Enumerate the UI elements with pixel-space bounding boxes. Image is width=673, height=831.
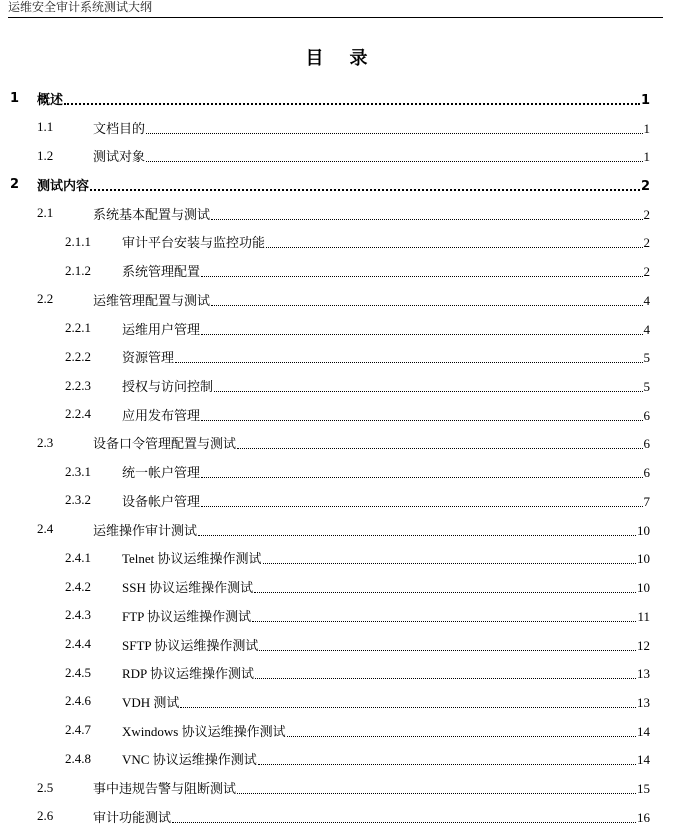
toc-entry[interactable] bbox=[0, 429, 673, 458]
toc-entry[interactable] bbox=[0, 285, 673, 314]
toc-entry-number: 2.5 bbox=[37, 779, 54, 795]
toc-entry-label[interactable]: RDP 协议运维操作测试 bbox=[122, 666, 255, 682]
dot-leader bbox=[237, 447, 642, 449]
dot-leader bbox=[263, 562, 636, 564]
dot-leader bbox=[214, 390, 642, 392]
toc-entry-label[interactable]: 测试对象 bbox=[93, 149, 146, 165]
toc-entry[interactable] bbox=[0, 773, 673, 802]
toc-entry[interactable] bbox=[0, 371, 673, 400]
toc-entry-label[interactable]: 设备帐户管理 bbox=[122, 493, 201, 509]
toc-entry[interactable] bbox=[0, 113, 673, 142]
toc-entry-page: 5 bbox=[643, 350, 650, 366]
toc-entry-page: 13 bbox=[637, 694, 650, 710]
dot-leader bbox=[211, 218, 642, 220]
toc-entry-page: 4 bbox=[643, 321, 650, 337]
toc-entry-number: 2.2.3 bbox=[65, 377, 91, 393]
toc-entry[interactable] bbox=[0, 170, 673, 199]
toc-entry-number: 2.4.8 bbox=[65, 750, 91, 766]
toc-entry-page: 11 bbox=[637, 608, 650, 624]
toc-entry-number: 2.3.1 bbox=[65, 463, 91, 479]
toc-entry-number: 2.2.2 bbox=[65, 348, 91, 364]
dot-leader bbox=[64, 102, 640, 105]
toc-entry-page: 15 bbox=[637, 781, 650, 797]
toc-entry-label[interactable]: 测试内容 bbox=[37, 179, 90, 195]
toc-entry-number: 2.4.7 bbox=[65, 722, 91, 738]
toc-entry-number: 2.2.4 bbox=[65, 406, 91, 422]
toc-entry-page: 1 bbox=[643, 149, 650, 165]
toc-entry[interactable] bbox=[0, 400, 673, 429]
dot-leader bbox=[90, 188, 640, 191]
toc-entry-page: 2 bbox=[643, 206, 650, 222]
toc-entry-label[interactable]: 授权与访问控制 bbox=[122, 379, 214, 395]
dot-leader bbox=[146, 132, 642, 134]
dot-leader bbox=[255, 677, 636, 679]
toc-entry-number: 2.3 bbox=[37, 434, 54, 450]
toc-entry-number: 2.4.4 bbox=[65, 636, 91, 652]
dot-leader bbox=[175, 361, 642, 363]
toc-entry-page: 2 bbox=[643, 235, 650, 251]
toc-entry-page: 1 bbox=[640, 92, 650, 108]
toc-entry-page: 14 bbox=[637, 723, 650, 739]
dot-leader bbox=[259, 649, 636, 651]
toc-entry-number: 2.1.2 bbox=[65, 262, 91, 278]
dot-leader bbox=[252, 620, 636, 622]
toc-entry-page: 10 bbox=[637, 522, 650, 538]
toc-entry-label[interactable]: Xwindows 协议运维操作测试 bbox=[122, 723, 286, 739]
toc-entry-label[interactable]: FTP 协议运维操作测试 bbox=[122, 608, 252, 624]
toc-entry-label[interactable]: 审计平台安装与监控功能 bbox=[122, 235, 266, 251]
toc-entry-label[interactable]: 审计功能测试 bbox=[93, 809, 172, 825]
toc-entry[interactable] bbox=[0, 572, 673, 601]
table-of-contents bbox=[0, 84, 673, 831]
toc-entry[interactable] bbox=[0, 515, 673, 544]
toc-entry[interactable] bbox=[0, 658, 673, 687]
toc-entry-page: 7 bbox=[643, 493, 650, 509]
toc-entry-page: 2 bbox=[640, 179, 650, 195]
dot-leader bbox=[201, 419, 642, 421]
toc-entry-label[interactable]: 文档目的 bbox=[93, 120, 146, 136]
running-header: 运维安全审计系统测试大纲 bbox=[8, 0, 153, 14]
toc-entry-page: 6 bbox=[643, 407, 650, 423]
toc-entry-page: 12 bbox=[637, 637, 650, 653]
dot-leader bbox=[211, 304, 642, 306]
toc-entry[interactable] bbox=[0, 716, 673, 745]
toc-entry[interactable] bbox=[0, 457, 673, 486]
toc-entry-number: 2.4.2 bbox=[65, 578, 91, 594]
toc-entry-number: 2.4.1 bbox=[65, 549, 91, 565]
toc-entry-number: 2.1.1 bbox=[65, 233, 91, 249]
toc-entry[interactable] bbox=[0, 199, 673, 228]
toc-entry-label[interactable]: 应用发布管理 bbox=[122, 407, 201, 423]
toc-entry-label[interactable]: VNC 协议运维操作测试 bbox=[122, 752, 257, 768]
dot-leader bbox=[180, 706, 636, 708]
toc-entry-number: 2 bbox=[10, 177, 20, 193]
toc-entry-page: 16 bbox=[637, 809, 650, 825]
toc-entry-label[interactable]: 运维管理配置与测试 bbox=[93, 292, 211, 308]
toc-entry-label[interactable]: SFTP 协议运维操作测试 bbox=[122, 637, 259, 653]
dot-leader bbox=[201, 476, 642, 478]
toc-entry-number: 1 bbox=[10, 90, 20, 106]
toc-entry[interactable] bbox=[0, 141, 673, 170]
toc-entry-page: 6 bbox=[643, 436, 650, 452]
toc-entry-page: 14 bbox=[637, 752, 650, 768]
dot-leader bbox=[172, 821, 636, 823]
toc-entry-page: 10 bbox=[637, 580, 650, 596]
toc-entry[interactable] bbox=[0, 544, 673, 573]
toc-entry-number: 2.2.1 bbox=[65, 320, 91, 336]
toc-entry-page: 5 bbox=[643, 379, 650, 395]
toc-entry-label[interactable]: 设备口令管理配置与测试 bbox=[93, 436, 237, 452]
dot-leader bbox=[198, 534, 636, 536]
toc-entry[interactable] bbox=[0, 314, 673, 343]
toc-entry-label[interactable]: VDH 测试 bbox=[122, 694, 180, 710]
dot-leader bbox=[201, 333, 642, 335]
toc-entry-number: 2.4.3 bbox=[65, 607, 91, 623]
toc-entry-page: 2 bbox=[643, 264, 650, 280]
toc-entry-number: 1.1 bbox=[37, 119, 54, 135]
toc-entry-number: 2.4 bbox=[37, 521, 54, 537]
toc-entry-number: 2.1 bbox=[37, 205, 54, 221]
toc-entry[interactable] bbox=[0, 745, 673, 774]
toc-entry-label[interactable]: 运维操作审计测试 bbox=[93, 522, 198, 538]
toc-entry-label[interactable]: SSH 协议运维操作测试 bbox=[122, 580, 254, 596]
toc-entry-number: 2.4.5 bbox=[65, 664, 91, 680]
toc-title: 目录 bbox=[305, 48, 394, 69]
toc-entry-label[interactable]: 统一帐户管理 bbox=[122, 465, 201, 481]
toc-entry-page: 6 bbox=[643, 465, 650, 481]
toc-entry[interactable] bbox=[0, 342, 673, 371]
dot-leader bbox=[258, 763, 636, 765]
toc-entry-number: 2.2 bbox=[37, 291, 54, 307]
toc-entry[interactable] bbox=[0, 256, 673, 285]
toc-entry-number: 2.6 bbox=[37, 808, 54, 824]
toc-entry-label[interactable]: 资源管理 bbox=[122, 350, 175, 366]
toc-entry[interactable] bbox=[0, 228, 673, 257]
toc-entry[interactable] bbox=[0, 687, 673, 716]
toc-entry[interactable] bbox=[0, 802, 673, 831]
dot-leader bbox=[254, 591, 636, 593]
toc-entry[interactable] bbox=[0, 630, 673, 659]
toc-entry-number: 2.4.6 bbox=[65, 693, 91, 709]
dot-leader bbox=[201, 275, 642, 277]
toc-entry-page: 4 bbox=[643, 292, 650, 308]
toc-entry-label[interactable]: 概述 bbox=[37, 92, 64, 108]
toc-entry-page: 1 bbox=[643, 120, 650, 136]
toc-entry[interactable] bbox=[0, 601, 673, 630]
toc-entry-page: 10 bbox=[637, 551, 650, 567]
toc-entry-number: 1.2 bbox=[37, 147, 54, 163]
toc-entry-label[interactable]: 事中违规告警与阻断测试 bbox=[93, 781, 237, 797]
dot-leader bbox=[201, 505, 642, 507]
toc-entry[interactable] bbox=[0, 84, 673, 113]
header-rule bbox=[8, 17, 663, 18]
toc-entry-label[interactable]: 系统管理配置 bbox=[122, 264, 201, 280]
toc-entry[interactable] bbox=[0, 486, 673, 515]
toc-entry-label[interactable]: Telnet 协议运维操作测试 bbox=[122, 551, 262, 567]
dot-leader bbox=[266, 246, 642, 248]
dot-leader bbox=[146, 160, 642, 162]
toc-entry-label[interactable]: 系统基本配置与测试 bbox=[93, 206, 211, 222]
dot-leader bbox=[287, 735, 636, 737]
toc-entry-number: 2.3.2 bbox=[65, 492, 91, 508]
dot-leader bbox=[237, 792, 636, 794]
toc-entry-label[interactable]: 运维用户管理 bbox=[122, 321, 201, 337]
toc-entry-page: 13 bbox=[637, 666, 650, 682]
